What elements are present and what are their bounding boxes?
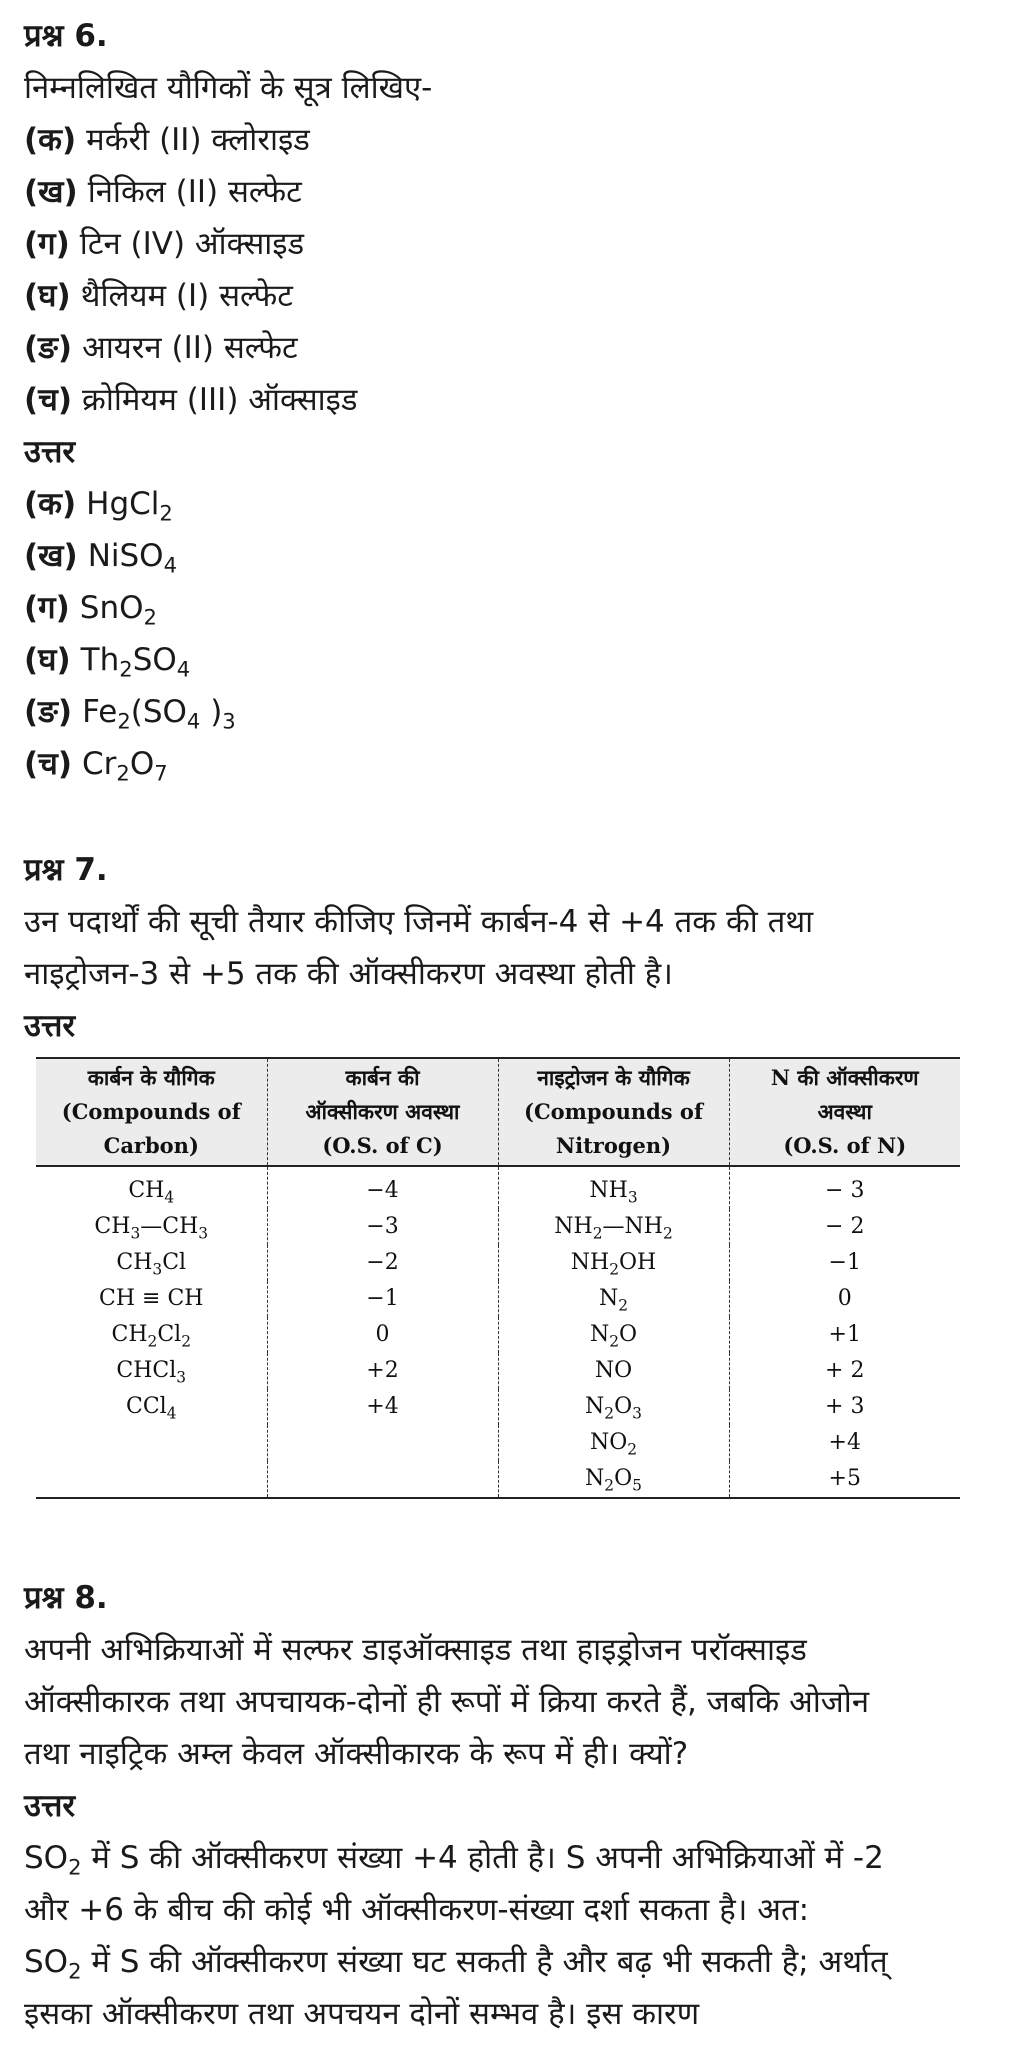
carbon-os	[267, 1425, 498, 1461]
carbon-os: +4	[267, 1389, 498, 1425]
q6-item-text: मर्करी (II) क्लोराइड	[86, 122, 310, 158]
q6-item-text: थैलियम (I) सल्फेट	[80, 278, 293, 314]
q7-answer-heading: उत्तर	[24, 1008, 76, 1044]
carbon-compound: CH ≡ CH	[99, 1286, 204, 1311]
nitrogen-compound: $NH_2—NH_2$	[498, 1209, 729, 1245]
carbon-compound	[36, 1461, 267, 1498]
nitrogen-os: −1	[729, 1245, 960, 1281]
table-row	[36, 1461, 960, 1498]
q6-item-label: (घ)	[24, 278, 71, 314]
q7-heading: प्रश्न 7.	[24, 852, 108, 888]
table-header: कार्बन के यौगिक (Compounds of Carbon)	[36, 1058, 267, 1166]
q6-answer-label: (ग)	[24, 590, 70, 626]
q6-item	[24, 326, 298, 370]
q8-answer-line: और +6 के बीच की कोई भी ऑक्सीकरण-संख्या दर्शा सकता है। अत:	[24, 1892, 810, 1928]
q8-answer-line: $SO_2$ में S की ऑक्सीकरण संख्या घट सकती है और बढ़ भी सकती है; अर्थात्	[24, 1944, 888, 1984]
table-header: कार्बन की ऑक्सीकरण अवस्था (O.S. of C)	[267, 1058, 498, 1166]
q6-formula: HgCl$_2$	[86, 486, 173, 526]
q6-answer-label: (ङ)	[24, 694, 73, 730]
carbon-compound: $CH_2Cl_2$	[111, 1322, 191, 1351]
carbon-os: −3	[267, 1209, 498, 1245]
q6-answer	[24, 482, 173, 526]
table-row	[36, 1425, 960, 1461]
q8-question-line: अपनी अभिक्रियाओं में सल्फर डाइऑक्साइड तथा हाइड्रोजन परॉक्साइड	[24, 1632, 807, 1668]
nitrogen-compound: $N_2O_3$	[498, 1389, 729, 1425]
q6-answer	[24, 742, 168, 786]
nitrogen-compound: $NH_3$	[498, 1166, 729, 1209]
q6-answer-label: (क)	[24, 486, 77, 522]
table-row	[36, 1245, 960, 1281]
q6-answer-label: (ख)	[24, 538, 78, 574]
table-row	[36, 1209, 960, 1245]
q6-answer-heading: उत्तर	[24, 434, 76, 470]
q6-item	[24, 274, 293, 318]
q6-item-text: निकिल (II) सल्फेट	[87, 174, 302, 210]
carbon-os: +2	[267, 1353, 498, 1389]
table-row	[36, 1389, 960, 1425]
q6-formula: $Th_2SO_4$	[80, 642, 191, 682]
carbon-compound	[36, 1425, 267, 1461]
q6-heading: प्रश्न 6.	[24, 18, 108, 54]
nitrogen-os: − 3	[729, 1166, 960, 1209]
carbon-compound: $CH_3Cl$	[116, 1250, 187, 1279]
nitrogen-compound: $N_2O_5$	[498, 1461, 729, 1498]
q6-answer-label: (घ)	[24, 642, 71, 678]
nitrogen-os: − 2	[729, 1209, 960, 1245]
q7-prompt: उन पदार्थों की सूची तैयार कीजिए जिनमें कार्बन-4 से +4 तक की तथा	[24, 904, 814, 940]
carbon-compound: $CH_3—CH_3$	[94, 1214, 209, 1243]
q6-formula: $Fe_2(SO_4$ )$_3$	[82, 694, 236, 734]
q6-item	[24, 170, 302, 214]
nitrogen-os: + 3	[729, 1389, 960, 1425]
q8-question-line: ऑक्सीकारक तथा अपचायक-दोनों ही रूपों में क्रिया करते हैं, जबकि ओजोन	[24, 1684, 870, 1720]
q6-item-label: (ग)	[24, 226, 70, 262]
nitrogen-os: +1	[729, 1317, 960, 1353]
nitrogen-compound: NO	[498, 1353, 729, 1389]
carbon-os: −4	[267, 1166, 498, 1209]
q6-item-text: क्रोमियम (III) ऑक्साइड	[82, 382, 358, 418]
carbon-compound: CCl$_4$	[126, 1394, 177, 1423]
q6-item-label: (क)	[24, 122, 77, 158]
table-header: N की ऑक्सीकरण अवस्था (O.S. of N)	[729, 1058, 960, 1166]
q6-item	[24, 378, 358, 422]
table-row	[36, 1281, 960, 1317]
q6-item-label: (ङ)	[24, 330, 73, 366]
carbon-os	[267, 1461, 498, 1498]
q6-item	[24, 118, 310, 162]
table-header-row	[36, 1058, 960, 1166]
nitrogen-compound: $NH_2OH$	[498, 1245, 729, 1281]
q8-question-line: तथा नाइट्रिक अम्ल केवल ऑक्सीकारक के रूप में ही। क्यों?	[24, 1736, 689, 1772]
q6-answer	[24, 586, 157, 630]
q6-item-text: आयरन (II) सल्फेट	[82, 330, 298, 366]
nitrogen-os: +4	[729, 1425, 960, 1461]
carbon-os: −2	[267, 1245, 498, 1281]
q8-answer-line: इसका ऑक्सीकरण तथा अपचयन दोनों सम्भव है। इस कारण	[24, 1996, 700, 2032]
nitrogen-compound: $N_2O$	[498, 1317, 729, 1353]
table-row	[36, 1353, 960, 1389]
q6-prompt: निम्नलिखित यौगिकों के सूत्र लिखिए-	[24, 70, 433, 106]
q8-answer-heading: उत्तर	[24, 1788, 76, 1824]
q8-answer-line: $SO_2$ में S की ऑक्सीकरण संख्या +4 होती है। S अपनी अभिक्रियाओं में -2	[24, 1840, 884, 1880]
q6-formula: NiSO$_4$	[87, 538, 178, 578]
q7-prompt: नाइट्रोजन-3 से +5 तक की ऑक्सीकरण अवस्था होती है।	[24, 956, 673, 992]
q6-answer	[24, 690, 236, 734]
q6-item	[24, 222, 304, 266]
nitrogen-os: +5	[729, 1461, 960, 1498]
nitrogen-compound: $N_2$	[498, 1281, 729, 1317]
q6-formula: $Cr_2O_7$	[82, 746, 168, 786]
table-row	[36, 1317, 960, 1353]
table-row	[36, 1166, 960, 1209]
q8-heading: प्रश्न 8.	[24, 1580, 108, 1616]
table-header: नाइट्रोजन के यौगिक (Compounds of Nitrogen)	[498, 1058, 729, 1166]
carbon-os: 0	[267, 1317, 498, 1353]
carbon-os: −1	[267, 1281, 498, 1317]
q6-answer-label: (च)	[24, 746, 73, 782]
nitrogen-compound: $NO_2$	[498, 1425, 729, 1461]
q6-answer	[24, 638, 190, 682]
q6-item-label: (ख)	[24, 174, 78, 210]
carbon-compound: CHCl$_3$	[116, 1358, 187, 1387]
q6-answer	[24, 534, 177, 578]
nitrogen-os: 0	[729, 1281, 960, 1317]
nitrogen-os: + 2	[729, 1353, 960, 1389]
q6-item-label: (च)	[24, 382, 73, 418]
oxidation-state-table	[36, 1057, 960, 1500]
q6-item-text: टिन (IV) ऑक्साइड	[79, 226, 305, 262]
carbon-compound: $CH_4$	[128, 1178, 175, 1207]
q6-formula: SnO$_2$	[79, 590, 157, 630]
